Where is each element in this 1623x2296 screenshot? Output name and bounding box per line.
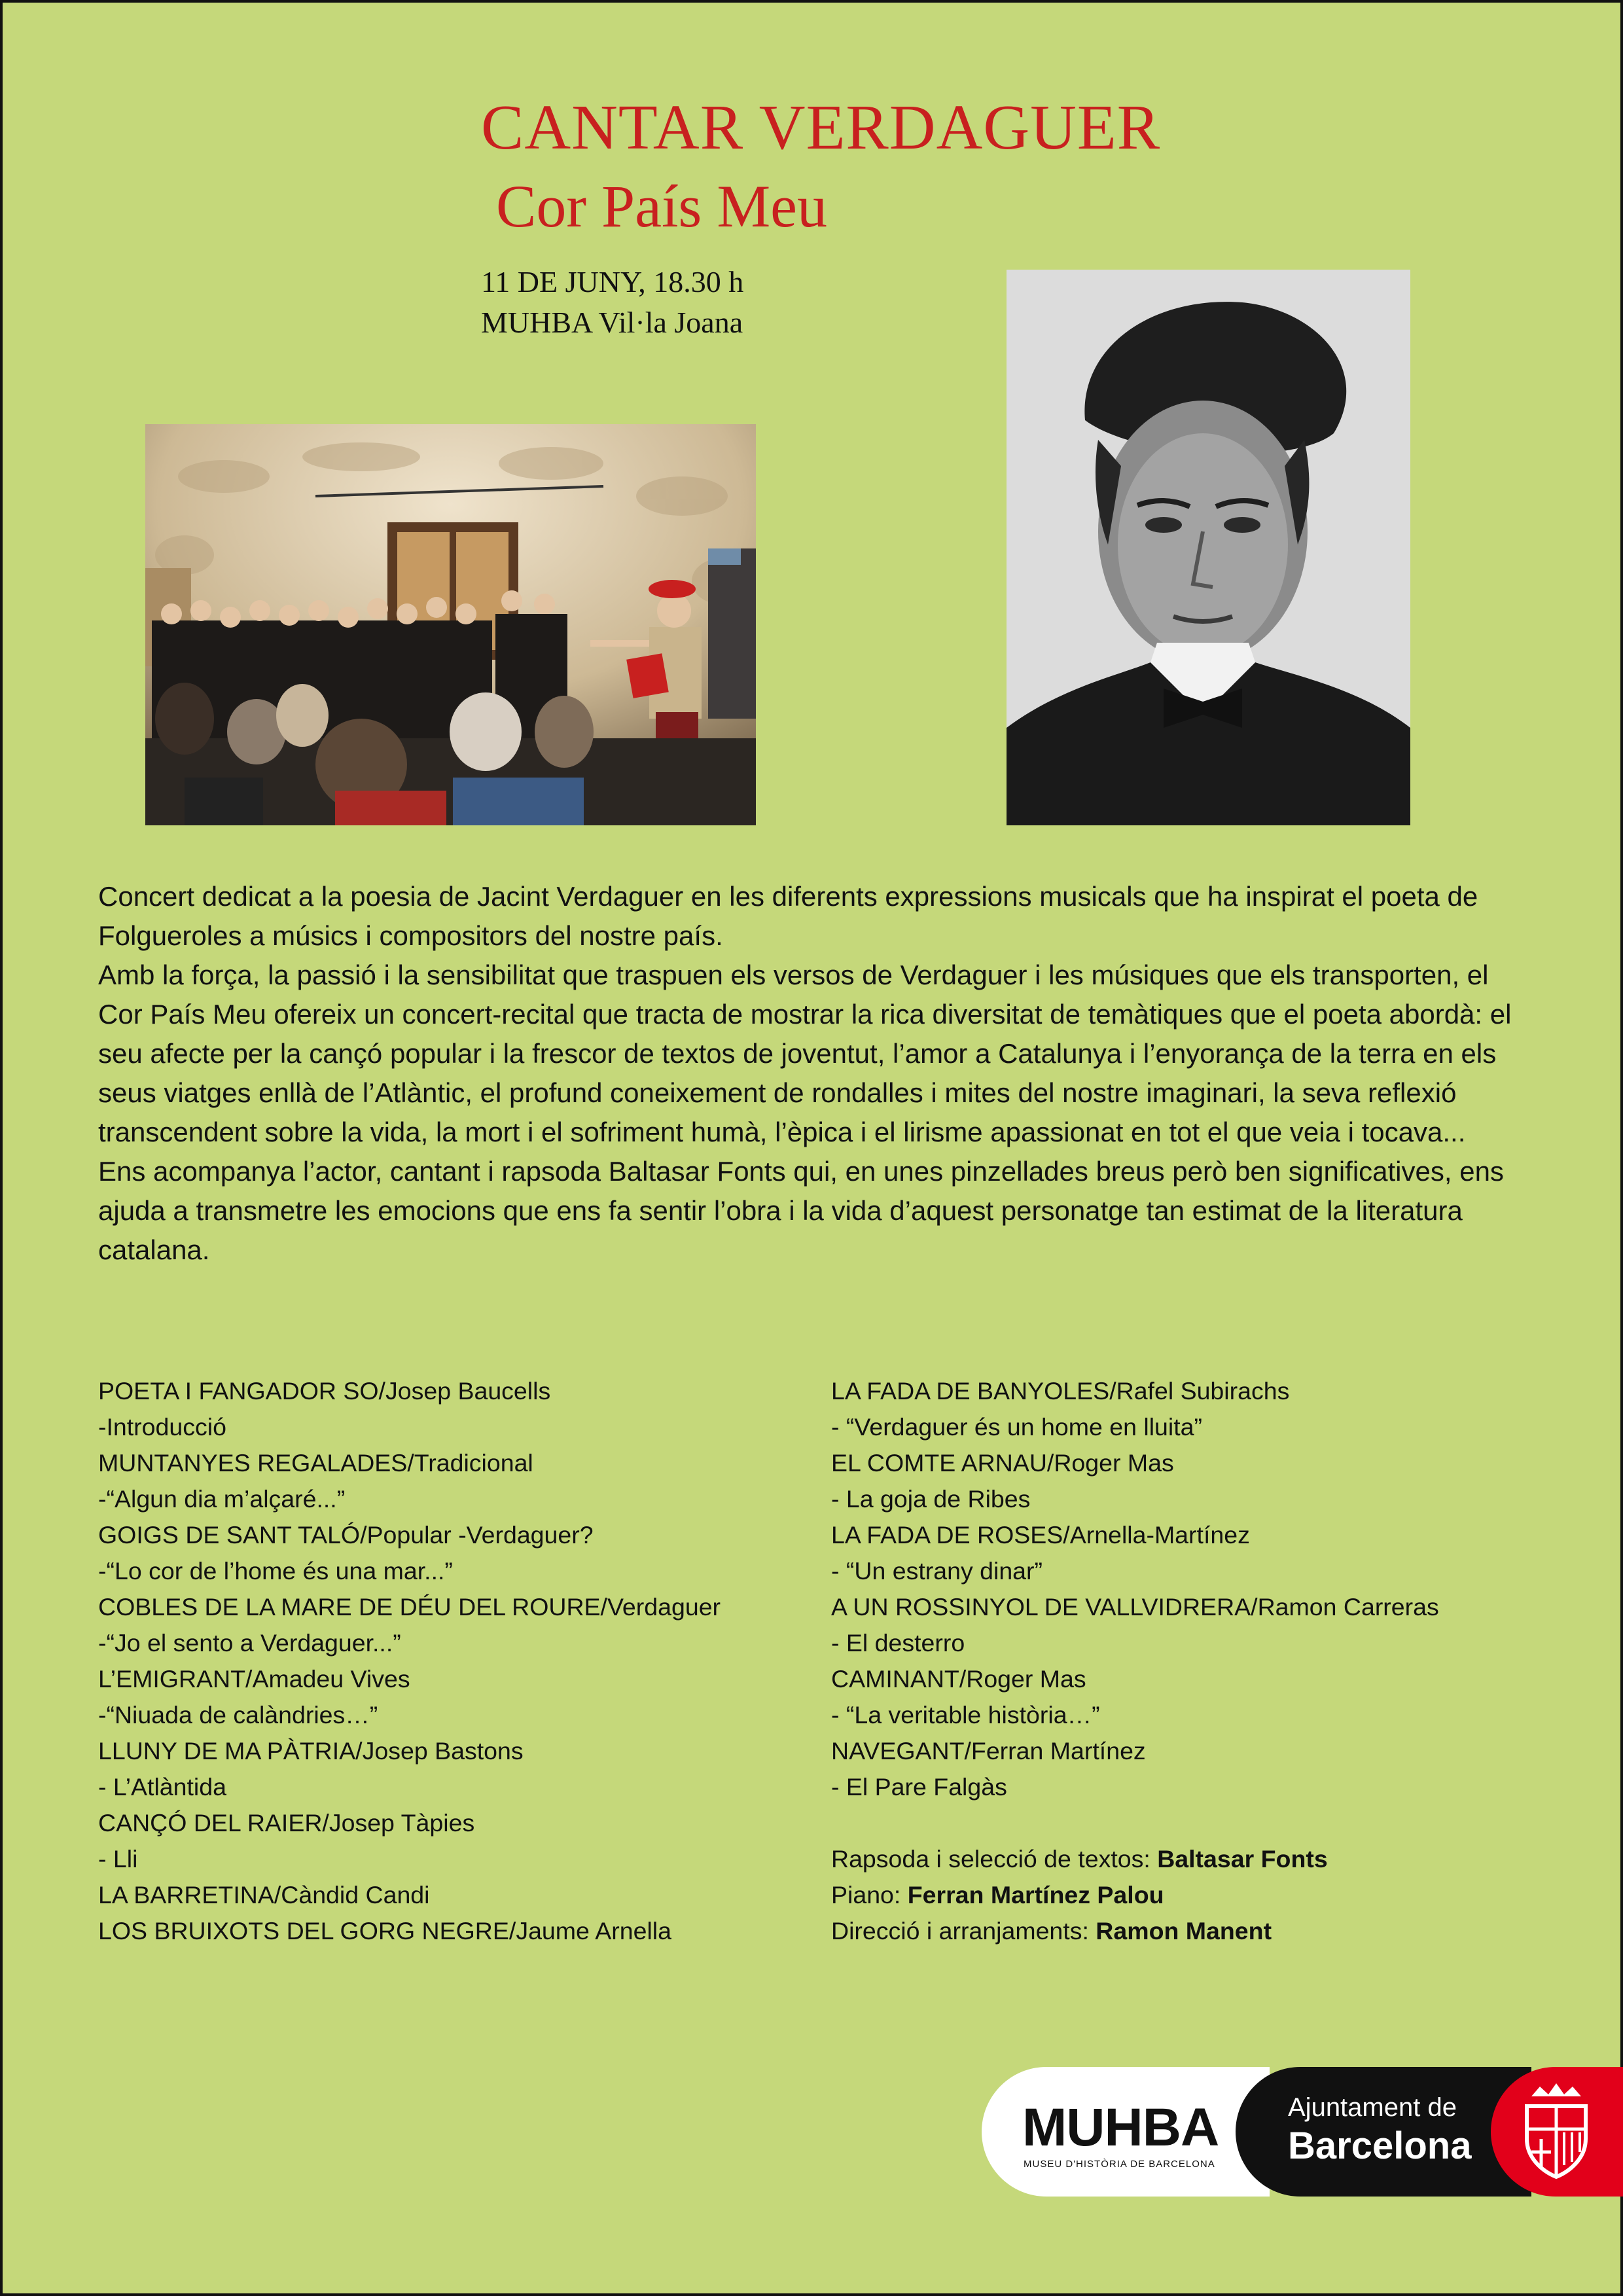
program-item: EL COMTE ARNAU/Roger Mas [831,1449,1174,1477]
credit-role: Piano: [831,1881,908,1909]
concert-photo [145,424,756,825]
event-venue: MUHBA Vil·la Joana [481,306,743,339]
credit-name: Baltasar Fonts [1157,1845,1328,1873]
program-item: -“Niuada de calàndries…” [98,1701,378,1729]
muhba-logo-word: MUHBA [1022,2098,1219,2157]
credit-name: Ramon Manent [1096,1917,1272,1945]
credit-role: Direcció i arranjaments: [831,1917,1096,1945]
program-item: CAMINANT/Roger Mas [831,1665,1086,1693]
program-item: -“Algun dia m’alçaré...” [98,1485,346,1513]
verdaguer-portrait [1007,270,1410,825]
program-item: MUNTANYES REGALADES/Tradicional [98,1449,533,1477]
description-paragraph: Concert dedicat a la poesia de Jacint Verdaguer en les diferents expressions musicals que ha inspirat el poeta de Folgueroles a músics i compositors del nostre país. [98,881,1478,951]
credit-line [831,1877,1439,1913]
program-item: CANÇÓ DEL RAIER/Josep Tàpies [98,1809,475,1837]
program-item: - El desterro [831,1629,965,1657]
event-info [481,262,743,343]
program-item: - “Verdaguer és un home en lluita” [831,1413,1202,1441]
event-date-time: 11 DE JUNY, 18.30 h [481,265,744,298]
credit-line [831,1841,1439,1877]
concert-photo-image [145,424,756,825]
program-item: LA BARRETINA/Càndid Candi [98,1881,430,1909]
program-item: - El Pare Falgàs [831,1773,1007,1801]
program-list-right [831,1373,1439,1949]
verdaguer-portrait-image [1007,270,1410,825]
program-item: COBLES DE LA MARE DE DÉU DEL ROURE/Verdaguer [98,1593,721,1621]
program-item: LA FADA DE BANYOLES/Rafel Subirachs [831,1377,1290,1405]
program-item: A UN ROSSINYOL DE VALLVIDRERA/Ramon Carreras [831,1593,1439,1621]
program-item: POETA I FANGADOR SO/Josep Baucells [98,1377,551,1405]
muhba-logo-subtitle: MUSEU D'HISTÒRIA DE BARCELONA [1024,2159,1215,2170]
program-item: -Introducció [98,1413,226,1441]
program-item: - La goja de Ribes [831,1485,1031,1513]
program-item: - “La veritable història…” [831,1701,1100,1729]
program-item: - Lli [98,1845,138,1873]
credit-name: Ferran Martínez Palou [907,1881,1164,1909]
ajuntament-logo-line1: Ajuntament de [1288,2093,1457,2122]
program-item: - “Un estrany dinar” [831,1557,1043,1585]
program-item: L’EMIGRANT/Amadeu Vives [98,1665,410,1693]
logo-bar [982,2067,1623,2197]
ajuntament-logo [1236,2067,1531,2197]
credits [831,1841,1439,1949]
program-item: LA FADA DE ROSES/Arnella-Martínez [831,1521,1250,1549]
description-paragraph: Amb la força, la passió i la sensibilitat que traspuen els versos de Verdaguer i les músiques que els transporten, el Cor País Meu ofereix un concert-recital que tracta de mostrar la rica diversitat de temàtiques que el poeta abordà: el seu afecte per la cançó popular i la frescor de textos de joventut, l’amor a Catalunya i l’enyorança de la terra en els seus viatges enllà de l’Atlàntic, el profund coneixement de rondalles i mites del nostre imaginari, la seva reflexió transcendent sobre la vida, la mort i el sofriment humà, l’èpica i el lirisme apassionat en tot el que veia i tocava... [98,960,1512,1147]
program-item: LLUNY DE MA PÀTRIA/Josep Bastons [98,1737,524,1765]
description-paragraph: Ens acompanya l’actor, cantant i rapsoda Baltasar Fonts qui, en unes pinzellades breus però ben significatives, ens ajuda a transmetre les emocions que ens fa sentir l’obra i la vida d’aquest personatge tan estimat de la literatura catalana. [98,1156,1504,1265]
program-item: NAVEGANT/Ferran Martínez [831,1737,1146,1765]
page-subtitle: Cor País Meu [496,173,827,240]
ajuntament-logo-line2: Barcelona [1288,2125,1472,2167]
barcelona-shield-block [1491,2067,1623,2197]
program-item: -“Lo cor de l’home és una mar...” [98,1557,453,1585]
barcelona-shield-icon [1491,2067,1623,2197]
program-list-left [98,1373,721,1949]
program-item: - L’Atlàntida [98,1773,226,1801]
muhba-logo [982,2067,1270,2197]
program-item: LOS BRUIXOTS DEL GORG NEGRE/Jaume Arnella [98,1917,671,1945]
credit-line [831,1913,1439,1949]
concert-description [98,877,1531,1270]
page-title: CANTAR VERDAGUER [481,92,1161,163]
program-item: GOIGS DE SANT TALÓ/Popular -Verdaguer? [98,1521,594,1549]
credit-role: Rapsoda i selecció de textos: [831,1845,1158,1873]
program-item: -“Jo el sento a Verdaguer...” [98,1629,401,1657]
